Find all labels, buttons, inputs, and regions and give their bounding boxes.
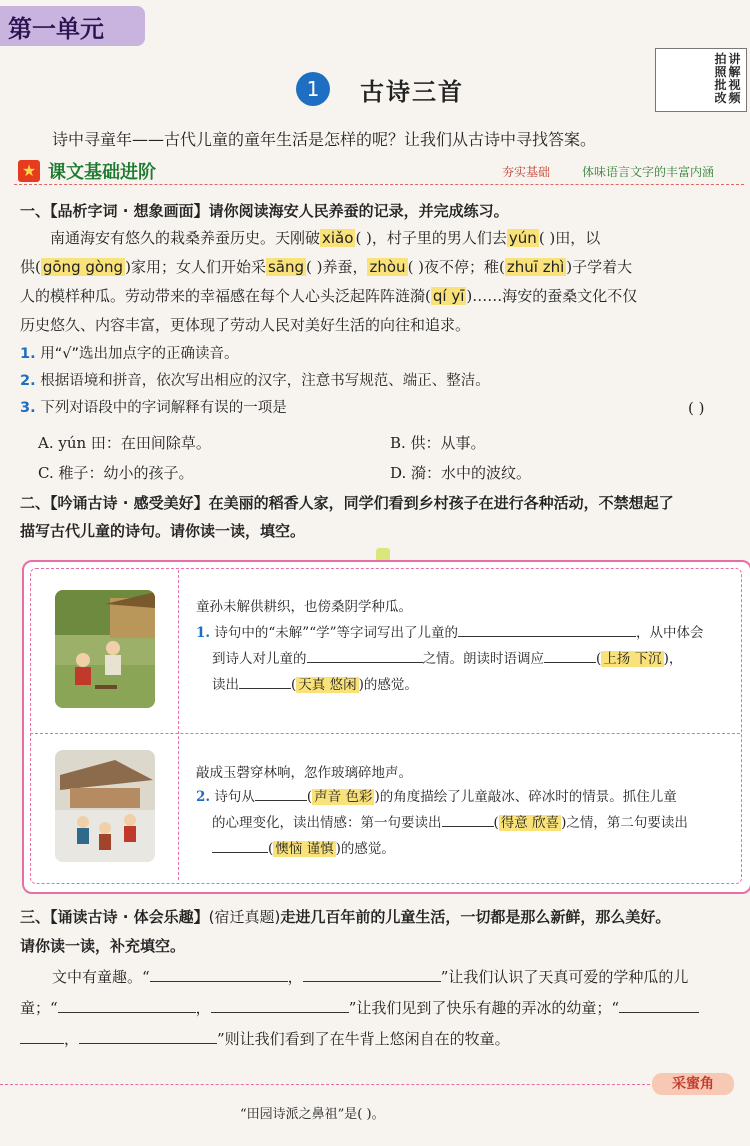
poem1-question-line3	[212, 672, 418, 698]
choice-options[interactable]: 天真 悠闲	[298, 677, 357, 693]
question-text: 到诗人对儿童的	[212, 651, 307, 667]
passage-text: ( )夜不停；稚(	[407, 258, 505, 276]
children-farming-illustration	[55, 590, 155, 708]
part1-heading: 一、【品析字词 · 想象画面】请你阅读海安人民养蚕的记录，并完成练习。	[20, 202, 509, 220]
question-number: 1.	[20, 346, 36, 362]
question-2	[20, 367, 490, 396]
corner-tag: 采蜜角	[652, 1073, 734, 1095]
answer-blank[interactable]	[458, 622, 636, 637]
lesson-title: 古诗三首	[360, 77, 464, 106]
poem2-question-line3	[212, 836, 395, 862]
qr-label-char: 拍	[714, 52, 727, 66]
pinyin-zhou: zhòu	[369, 258, 406, 276]
question-number: 2.	[20, 373, 36, 389]
question-number: 2.	[196, 789, 211, 805]
choice-options[interactable]: 懊恼 谨慎	[275, 841, 334, 857]
section-note: 夯实基础	[502, 165, 551, 179]
question-text: )之情，第二句要读出	[561, 815, 688, 831]
question-text: 下列对语段中的字词解释有误的一项是	[40, 400, 287, 416]
card-divider	[30, 733, 740, 734]
poem2-question	[196, 784, 677, 810]
question-text: (	[596, 651, 602, 667]
poem1-question	[196, 620, 704, 646]
fill-text: ，	[195, 999, 211, 1017]
answer-blank[interactable]	[544, 648, 596, 663]
answer-blank[interactable]	[79, 1029, 217, 1044]
question-3	[20, 394, 287, 423]
answer-blank[interactable]	[239, 674, 291, 689]
question-text: (	[493, 815, 499, 831]
question-text: (	[306, 789, 313, 805]
question-text: )，	[663, 651, 683, 667]
passage-text: 人的模样种瓜。劳动带来的幸福感在每个人心头泛起阵阵涟漪(	[20, 287, 431, 305]
pinyin-sang: sāng	[267, 258, 304, 276]
question-1	[20, 340, 238, 369]
pinyin-zhuizhi: zhuī zhì	[506, 258, 565, 276]
question-text: 的心理变化，读出情感：第一句要读出	[212, 815, 442, 831]
question-text: (	[291, 677, 297, 693]
question-number: 3.	[20, 400, 36, 416]
qr-label-char: 改	[714, 91, 727, 105]
section-title: 课文基础进阶	[48, 162, 156, 183]
answer-blank[interactable]	[442, 812, 494, 827]
answer-bracket[interactable]: ( )	[688, 399, 705, 417]
qr-label-char: 批	[714, 78, 727, 92]
fill-text: ，	[287, 968, 303, 986]
passage-text: )家用；女人们开始采	[125, 258, 266, 276]
question-text: ，从中体会	[636, 625, 704, 641]
answer-blank[interactable]	[211, 998, 349, 1013]
option-c[interactable]: C. 稚子：幼小的孩子。	[38, 464, 194, 482]
children-ice-illustration	[55, 750, 155, 862]
option-b[interactable]: B. 供：从事。	[390, 434, 486, 452]
fill-text: ”让我们认识了天真可爱的学种瓜的儿	[440, 968, 689, 986]
question-text: 诗句从	[214, 789, 255, 805]
question-text: )的角度描绘了儿童敲冰、碎冰时的情景。抓住儿童	[374, 789, 677, 805]
question-text: )的感觉。	[335, 841, 395, 857]
answer-blank[interactable]	[255, 786, 307, 801]
fill-text: 童；“	[20, 999, 58, 1017]
star-icon: ★	[18, 160, 40, 182]
option-d[interactable]: D. 漪：水中的波纹。	[390, 464, 532, 482]
question-text: (	[268, 841, 274, 857]
pinyin-qiyi: qí yī	[432, 287, 465, 305]
qr-label-char: 频	[728, 91, 741, 105]
answer-blank[interactable]	[619, 998, 699, 1013]
qr-label-char: 讲	[728, 52, 741, 66]
poem-line-2: 敲成玉磬穿林响，忽作玻璃碎地声。	[196, 765, 412, 781]
footer-question: “田园诗派之鼻祖”是( )。	[240, 1107, 385, 1122]
qr-label-char: 解	[728, 65, 741, 79]
question-number: 1.	[196, 625, 211, 641]
passage-text: )……海安的蚕桑文化不仅	[466, 287, 638, 305]
passage-text: 历史悠久、内容丰富，更体现了劳动人民对美好生活的向往和追求。	[20, 316, 471, 334]
fill-text: 文中有童趣。“	[52, 968, 150, 986]
unit-tag: 第一单元	[0, 6, 145, 46]
answer-blank[interactable]	[303, 967, 441, 982]
part3-heading	[20, 906, 670, 927]
heading-text: 走进几百年前的儿童生活，一切都是那么新鲜，那么美好。	[280, 908, 671, 926]
lesson-number-badge: 1	[296, 72, 330, 106]
heading-text: 三、【诵读古诗 · 体会乐趣】	[20, 908, 209, 926]
source-tag: (宿迁真题)	[208, 908, 281, 926]
footer-divider	[0, 1084, 650, 1085]
choice-options[interactable]: 声音 色彩	[314, 789, 373, 805]
passage-text: 南通海安有悠久的栽桑养蚕历史。天刚破	[50, 229, 321, 247]
section-subnote: 体味语言文字的丰富内涵	[582, 165, 715, 179]
answer-blank[interactable]	[58, 998, 196, 1013]
answer-blank[interactable]	[20, 1029, 64, 1044]
question-text: 诗句中的“未解”“学”等字词写出了儿童的	[214, 625, 458, 641]
qr-label-char: 照	[714, 65, 727, 79]
card-divider	[178, 570, 179, 880]
pinyin-xiao: xiǎo	[322, 229, 354, 247]
poem2-question-line2	[212, 810, 688, 836]
part1-passage	[20, 224, 745, 340]
passage-text: )子学着大	[566, 258, 633, 276]
poem-line-1: 童孙未解供耕织，也傍桑阴学种瓜。	[196, 599, 412, 615]
question-text: 用“√”选出加点字的正确读音。	[40, 346, 239, 362]
part3-fill-text	[20, 962, 745, 1055]
poem1-question-line2	[212, 646, 682, 672]
passage-text: ( )田，以	[538, 229, 601, 247]
fill-text: ”让我们见到了快乐有趣的弄冰的幼童；“	[348, 999, 620, 1017]
intro-text: 诗中寻童年——古代儿童的童年生活是怎样的呢？让我们从古诗中寻找答案。	[52, 130, 597, 149]
part2-heading-cont: 描写古代儿童的诗句。请你读一读，填空。	[20, 522, 306, 540]
fill-text: ，	[64, 1030, 80, 1048]
answer-blank[interactable]	[150, 967, 288, 982]
part3-heading-cont: 请你读一读，补充填空。	[20, 937, 186, 955]
question-text: 根据语境和拼音，依次写出相应的汉字，注意书写规范、端正、整洁。	[40, 373, 490, 389]
question-text: )的感觉。	[358, 677, 418, 693]
choice-options[interactable]: 得意 欣喜	[500, 815, 560, 831]
passage-text: ( )，村子里的男人们去	[355, 229, 507, 247]
answer-blank[interactable]	[307, 648, 423, 663]
answer-blank[interactable]	[212, 838, 268, 853]
pinyin-gong: gōng gòng	[42, 258, 124, 276]
qr-label-char: 视	[728, 78, 741, 92]
part2-heading: 二、【吟诵古诗 · 感受美好】在美丽的稻香人家，同学们看到乡村孩子在进行各种活动，不禁想起了	[20, 494, 674, 512]
passage-text: 供(	[20, 258, 41, 276]
passage-text: ( )养蚕，	[306, 258, 368, 276]
qr-code-box[interactable]	[655, 48, 747, 112]
question-text: 读出	[212, 677, 239, 693]
question-text: 之情。朗读时语调应	[422, 651, 544, 667]
fill-text: ”则让我们看到了在牛背上悠闲自在的牧童。	[217, 1030, 510, 1048]
option-a[interactable]: A. yún 田：在田间除草。	[38, 434, 211, 452]
pinyin-yun: yún	[508, 229, 537, 247]
choice-options[interactable]: 上扬 下沉	[603, 651, 662, 667]
